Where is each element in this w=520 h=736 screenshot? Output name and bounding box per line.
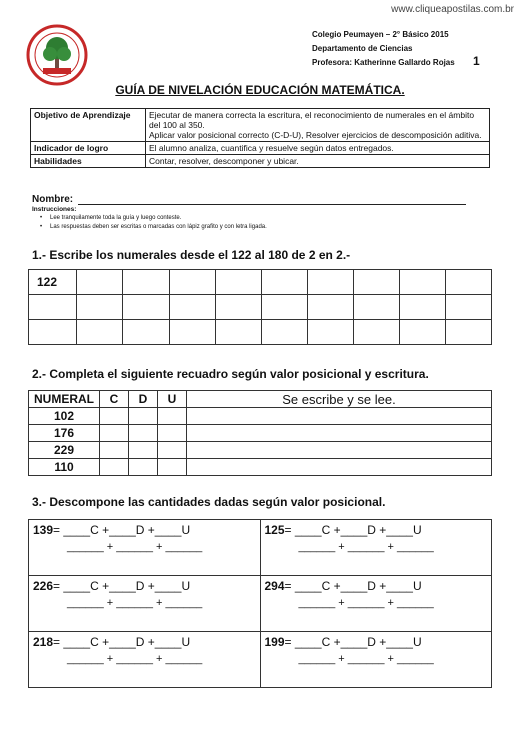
d-cell[interactable] [129,442,158,459]
grid-cell[interactable] [307,295,353,320]
grid-cell[interactable] [445,320,491,345]
u-cell[interactable] [158,442,187,459]
c-cell[interactable] [100,408,129,425]
decomposition-sum-line: ______ + ______ + ______ [67,653,203,665]
decomposition-template: = ____C +____D +____U [284,523,422,537]
table-row [29,442,492,459]
decomposition-sum-line: ______ + ______ + ______ [67,541,203,553]
decomposition-cell[interactable] [29,520,261,576]
nombre-field[interactable] [78,204,466,205]
escritura-cell[interactable] [187,425,492,442]
c-cell[interactable] [100,425,129,442]
table-row [29,408,492,425]
info-table [30,108,490,168]
page-title: GUÍA DE NIVELACIÓN EDUCACIÓN MATEMÁTICA. [115,83,405,97]
decomposition-number: 218 [33,635,54,649]
numeral-cell: 102 [29,408,100,425]
decomposition-cell[interactable] [260,520,492,576]
header-line-1: Colegio Peumayen – 2° Básico 2015 [312,30,449,39]
u-cell[interactable] [158,425,187,442]
header-line-2: Departamento de Ciencias [312,44,413,53]
decomposition-template: = ____C +____D +____U [284,635,422,649]
grid-cell[interactable] [123,320,169,345]
grid-cell[interactable] [353,320,399,345]
decomposition-cell[interactable] [260,576,492,632]
d-cell[interactable] [129,425,158,442]
grid-cell[interactable] [169,295,215,320]
decomposition-number: 226 [33,579,54,593]
objetivo-text-2: Aplicar valor posicional correcto (C-D-U), Resolver ejercicios de descomposición aditiva. [149,130,482,140]
page-number: 1 [473,54,480,68]
numeral-cell: 229 [29,442,100,459]
decomposition-number: 199 [264,635,285,649]
grid-cell[interactable] [399,270,445,295]
question-1-title: 1.- Escribe los numerales desde el 122 al 180 de 2 en 2.- [32,248,351,262]
habilidades-value: Contar, resolver, descomponer y ubicar. [146,155,490,168]
decomposition-template: = ____C +____D +____U [284,579,422,593]
grid-cell[interactable] [29,295,77,320]
objetivo-label: Objetivo de Aprendizaje [31,109,146,142]
escritura-cell[interactable] [187,459,492,476]
grid-cell[interactable] [215,320,261,345]
numeral-cell: 110 [29,459,100,476]
grid-cell[interactable] [353,270,399,295]
decomposition-sum-line: ______ + ______ + ______ [298,597,434,609]
grid-cell[interactable] [215,295,261,320]
col-header-c: C [100,391,129,408]
decomposition-number: 139 [33,523,54,537]
table-row [29,459,492,476]
question-2-title: 2.- Completa el siguiente recuadro según valor posicional y escritura. [32,367,429,381]
grid-cell-first: 122 [29,270,77,295]
grid-cell[interactable] [77,320,123,345]
grid-cell[interactable] [445,295,491,320]
grid-cell[interactable] [399,320,445,345]
grid-cell[interactable] [77,270,123,295]
indicador-value: El alumno analiza, cuantifica y resuelve según datos entregados. [146,142,490,155]
decomposition-cell[interactable] [29,576,261,632]
indicador-label: Indicador de logro [31,142,146,155]
grid-cell[interactable] [307,270,353,295]
col-header-numeral: NUMERAL [29,391,100,408]
u-cell[interactable] [158,459,187,476]
grid-cell[interactable] [169,270,215,295]
grid-cell[interactable] [29,320,77,345]
grid-cell[interactable] [399,295,445,320]
header-line-3: Profesora: Katherinne Gallardo Rojas [312,58,455,67]
d-cell[interactable] [129,459,158,476]
grid-cell[interactable] [123,270,169,295]
objetivo-text-1: Ejecutar de manera correcta la escritura, el reconocimiento de numerales en el ámbito del 100 al 350. [149,110,475,130]
decomposition-template: = ____C +____D +____U [53,579,191,593]
grid-cell[interactable] [77,295,123,320]
instructions-heading: Instrucciones: [32,206,77,213]
grid-cell[interactable] [261,295,307,320]
numeral-cell: 176 [29,425,100,442]
decomposition-sum-line: ______ + ______ + ______ [298,541,434,553]
school-logo [26,24,88,86]
grid-cell[interactable] [307,320,353,345]
col-header-u: U [158,391,187,408]
c-cell[interactable] [100,459,129,476]
col-header-d: D [129,391,158,408]
decomposition-number: 294 [264,579,285,593]
instruction-item: • Lee tranquilamente toda la guía y luego conteste. [50,215,181,221]
habilidades-label: Habilidades [31,155,146,168]
nombre-label: Nombre: [32,194,74,205]
c-cell[interactable] [100,442,129,459]
table-row [29,425,492,442]
place-value-table [28,390,492,476]
numerals-grid [28,269,492,345]
escritura-cell[interactable] [187,408,492,425]
decomposition-cell[interactable] [29,632,261,688]
decomposition-sum-line: ______ + ______ + ______ [67,597,203,609]
grid-cell[interactable] [261,320,307,345]
decomposition-cell[interactable] [260,632,492,688]
decomposition-table [28,519,492,688]
escritura-cell[interactable] [187,442,492,459]
decomposition-template: = ____C +____D +____U [53,635,191,649]
u-cell[interactable] [158,408,187,425]
objetivo-value [146,109,490,142]
grid-cell[interactable] [353,295,399,320]
decomposition-template: = ____C +____D +____U [53,523,191,537]
grid-cell[interactable] [261,270,307,295]
question-3-title: 3.- Descompone las cantidades dadas según valor posicional. [32,495,386,509]
site-watermark: www.cliqueapostilas.com.br [391,4,514,15]
d-cell[interactable] [129,408,158,425]
grid-cell[interactable] [169,320,215,345]
grid-cell[interactable] [123,295,169,320]
instruction-item: • Las respuestas deben ser escritas o marcadas con lápiz grafito y con letra ligada. [50,224,267,230]
grid-cell[interactable] [215,270,261,295]
col-header-escritura: Se escribe y se lee. [187,391,492,408]
decomposition-number: 125 [264,523,285,537]
decomposition-sum-line: ______ + ______ + ______ [298,653,434,665]
grid-cell[interactable] [445,270,491,295]
